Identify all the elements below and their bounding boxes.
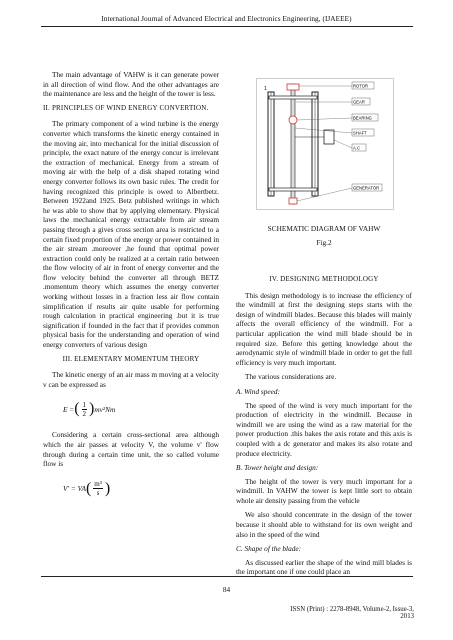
- volume-flow-paragraph: Considering a certain cross-sectional area although which the air passes at velocity V, the volume v' flow through during a certain time unit, the so called volume flow is: [43, 430, 219, 469]
- eq1-fraction: $\frac{1}{2}$: [82, 400, 87, 418]
- wind-speed-paragraph: The speed of the wind is very much important for the production of electricity in the windmill. Because in windmill we are using the wind as a raw material for the power production .this bakes the axis rotate and this axis is coupled with a dc generator and makes its also rotate and produce electricity.: [236, 400, 412, 458]
- label-bearing: BEARING: [353, 115, 372, 121]
- figure-caption-title: SCHEMATIC DIAGRAM OF VAHW: [267, 224, 381, 233]
- subsection-wind-speed: A. Wind speed:: [236, 386, 280, 396]
- principles-paragraph: The primary component of a wind turbine is the energy converter which transforms the kinetic energy contained in the moving air, into mechanical for the initial discussion of principle, the exact nature of the energy concur is irrelevant the extraction of mechanical. Energy from a stream of moving air with the help of a disk shaped rotating wind energy converter follows its own basic rules. The credit for having recognized this principle is owed to Albertbetz. Between 1922and 1925. Betz published writings in which he was able to show that by applying elementary. Physical laws the mechanical energy extractable from air stream passing through a gives cross section area is restricted to a certain fixed proportion of the energy or power contained in the air stream .moreover ,he found that optimal power extraction could only be realized at a certain ratio between the flow velocity of air in front of energy converter and the flow velocity behind the converter all through BETZ .momentum theory which assumes the energy converter working without losses in a fraction less air flow contain simplification if results air quite usable for performing rough calculation in practical engineering .but it is true signification if founded in the fact that if provides common physical basis for the understanding and operation of wind energy converters of various design: [43, 119, 219, 350]
- eq2-fraction: $\frac{\text{m³}}{s}$: [94, 480, 102, 498]
- tower-paragraph-1: The height of the tower is very much important for a windmill. In VAHW the tower is kept little sort to obtain whole air density passing from the vehicle: [236, 476, 412, 505]
- eq2-lhs: V' = VA: [63, 483, 86, 493]
- section-heading-design: IV. DESIGNING METHODOLOGY: [269, 275, 379, 283]
- section-heading-principles: II. PRINCIPLES OF WIND ENERGY CONVERTION.: [43, 103, 209, 112]
- design-paragraph: This design methodology is to increase the efficiency of the windmill at first the designing steps starts with the design of windmill blades. Because this blades will mainly affects the overall efficiency of the windmill. For a particular application the wind mill blade should be in required size. Before this getting knowledge about the aerodynamic style of windmill blade in order to get the full efficiency is very much important.: [236, 290, 412, 367]
- page-number: 84: [222, 585, 231, 594]
- issn-footer: ISSN (Print) : 2278-8948, Volume-2, Issue-3, 2013: [290, 606, 414, 620]
- footer-rule: [41, 576, 413, 577]
- label-number: 1: [264, 86, 267, 92]
- eq1-lhs: E =: [63, 404, 75, 414]
- tower-paragraph-2: We also should concentrate in the design of the tower because it should able to withstand for its own weight and also in the speed of the wind: [236, 510, 412, 539]
- left-column: [43, 70, 219, 510]
- subsection-blade-shape: C. Shape of the blade:: [236, 544, 302, 554]
- section-heading-momentum: III. ELEMENTARY MOMENTUM THEORY: [62, 354, 200, 363]
- considerations-paragraph: The various considerations are.: [245, 372, 337, 382]
- label-shaft: SHAFT: [353, 130, 367, 136]
- blade-shape-paragraph: As discussed earlier the shape of the wind mill blades is the important one if one could place an: [236, 557, 412, 577]
- label-ac: A.C: [353, 145, 360, 151]
- figure-caption-number: Fig.2: [316, 238, 332, 247]
- journal-header: International Journal of Advanced Electrical and Electronics Engineering, (IJAEEE): [101, 14, 352, 23]
- equation-kinetic-energy: E = ( $\frac{1}{2}$ ) mv²Nm: [63, 400, 116, 418]
- label-gear: GEAR: [353, 99, 365, 105]
- vahw-schematic-figure: [256, 78, 394, 210]
- header-rule: [41, 26, 413, 27]
- momentum-paragraph: The kinetic energy of an air mass m moving at a velocity v can be expressed as: [43, 370, 219, 389]
- label-generator: GENERATOR: [353, 185, 380, 191]
- label-rotor: ROTOR: [353, 83, 369, 89]
- eq1-rhs: mv²Nm: [94, 404, 116, 414]
- right-column: [236, 270, 412, 582]
- subsection-tower: B. Tower height and design:: [236, 463, 319, 473]
- intro-paragraph: The main advantage of VAHW is it can generate power in all direction of wind flow. And the other advantages are the maintenance are less and the height of the tower is less.: [43, 70, 219, 99]
- equation-volume-flow: V' = VA ( $\frac{\text{m³}}{s}$ ): [63, 479, 111, 498]
